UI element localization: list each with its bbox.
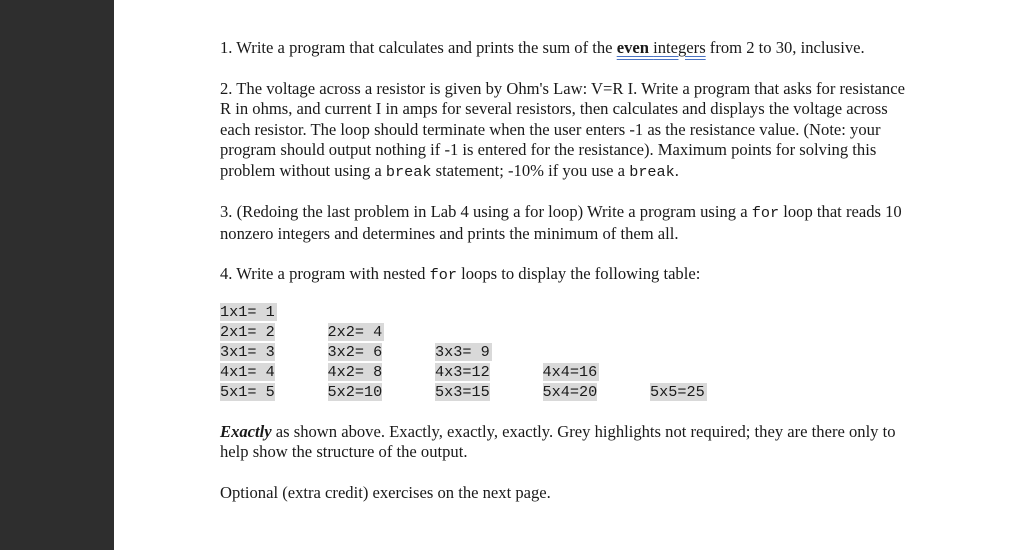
table-row: [220, 342, 920, 362]
problem-2: [220, 79, 920, 183]
table-cell-text: 2x2= 4: [327, 322, 383, 341]
table-cell-text: 2x1= 2: [220, 322, 275, 341]
table-cell-text: 4x1= 4: [220, 362, 275, 381]
table-cell-text: 3x2= 6: [327, 342, 383, 361]
table-cell: [435, 382, 543, 402]
table-cell: [650, 382, 758, 402]
table-cell-text: 3x3= 9: [435, 342, 490, 361]
problem-1-integers-word: integers: [653, 38, 706, 57]
table-cell: [220, 302, 328, 322]
table-cell: [328, 342, 436, 362]
problem-3-code-for: for: [751, 204, 780, 222]
problem-2-code-break-2: break: [629, 162, 675, 181]
problem-1-even-word: even: [616, 38, 649, 57]
table-cell-text: 5x1= 5: [220, 382, 275, 401]
table-cell-text: 1x1= 1: [220, 302, 275, 321]
problem-3-text-b: loop that reads 10 nonzero integers and determines and prints the minimum of them all.: [220, 202, 902, 243]
table-cell-text: 4x2= 8: [327, 362, 383, 381]
problem-1-text-a: 1. Write a program that calculates and prints the sum of the: [220, 38, 617, 57]
exactly-emphasis: Exactly: [220, 421, 272, 441]
table-row: [220, 382, 920, 402]
problem-4-text-b: loops to display the following table:: [456, 264, 701, 283]
table-cell-text: 5x2=10: [327, 382, 383, 401]
problem-4-text-a: 4. Write a program with nested: [220, 264, 430, 283]
problem-2-code-break-1: break: [385, 162, 432, 181]
table-cell: [328, 322, 436, 342]
problem-1: [220, 38, 920, 59]
table-cell: [328, 382, 436, 402]
table-row: [220, 322, 920, 342]
table-cell: [543, 362, 651, 382]
problem-2-text: 2. The voltage across a resistor is given by Ohm's Law: V=R I. Write a program that asks for resistance R in ohms, and current I in amps for several resistors, then calculates and displays the voltage across each resistor. The loop should terminate when the user enters -1 as the resistance value. (Note: your program should output nothing if -1 is entered for the resistance). Maximum points for solving this problem without using a: [220, 78, 905, 180]
exactly-note: [220, 422, 920, 463]
table-row: [220, 302, 920, 322]
table-cell: [543, 382, 651, 402]
problem-4: [220, 264, 920, 286]
table-cell: [220, 382, 328, 402]
problem-4-code-for: for: [429, 266, 457, 284]
table-cell-text: 5x4=20: [542, 382, 598, 401]
table-cell-text: 4x3=12: [435, 362, 490, 381]
table-cell: [328, 362, 436, 382]
left-dark-margin: [0, 0, 114, 550]
table-cell: [220, 342, 328, 362]
problem-3: [220, 202, 920, 244]
problem-2-text-end: .: [674, 160, 679, 180]
table-cell-text: 4x4=16: [542, 362, 598, 381]
table-cell: [435, 362, 543, 382]
table-row: [220, 362, 920, 382]
optional-note-text: Optional (extra credit) exercises on the next page.: [220, 482, 551, 502]
problem-1-text-b: from 2 to 30, inclusive.: [705, 38, 865, 57]
table-cell: [220, 362, 328, 382]
exactly-note-text: as shown above. Exactly, exactly, exactly. Grey highlights not required; they are there only to help show the structure of the output.: [220, 421, 896, 461]
optional-note: [220, 483, 920, 504]
multiplication-table: [220, 302, 920, 402]
document-page: [220, 38, 920, 503]
table-cell: [220, 322, 328, 342]
problem-3-text-a: 3. (Redoing the last problem in Lab 4 using a for loop) Write a program using a: [220, 202, 752, 221]
table-cell: [435, 342, 543, 362]
table-cell-text: 3x1= 3: [220, 342, 275, 361]
table-cell-text: 5x3=15: [435, 382, 490, 401]
problem-2-text-mid: statement; -10% if you use a: [431, 160, 630, 180]
table-cell-text: 5x5=25: [650, 382, 705, 401]
